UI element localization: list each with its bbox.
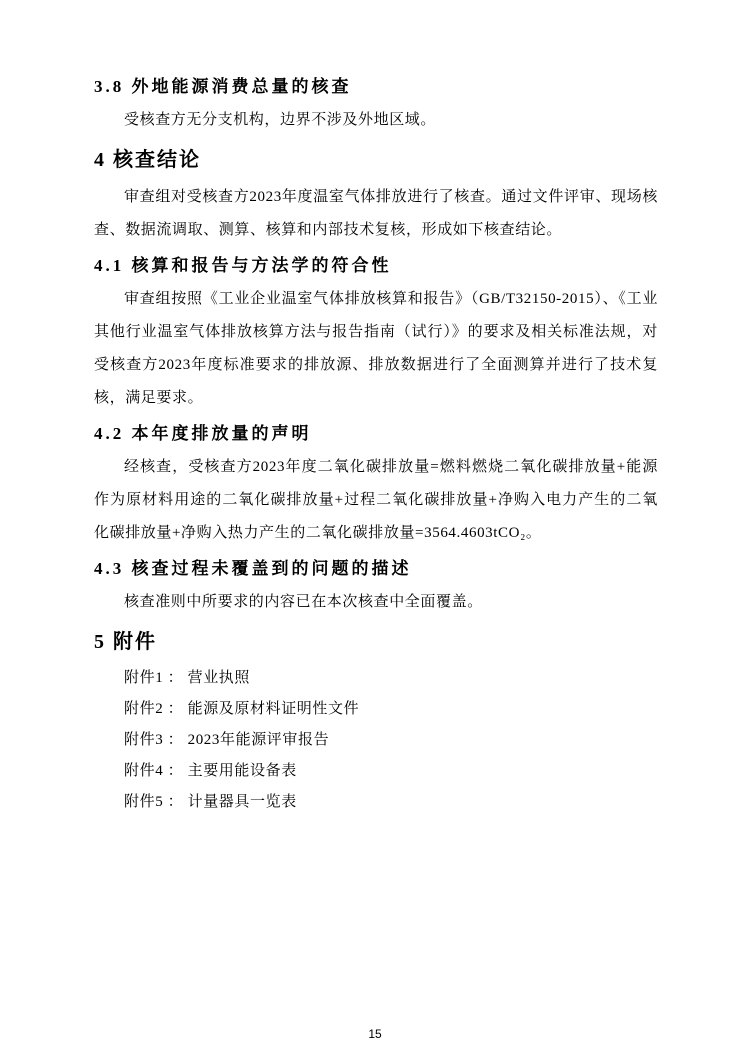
heading-section-4-3: 4.3 核查过程未覆盖到的问题的描述 (94, 559, 412, 578)
paragraph-section-4-1: 审查组按照《工业企业温室气体排放核算和报告》（GB/T32150-2015）、《工业其他行业温室气体排放核算方法与报告指南（试行）》的要求及相关标准法规，对受核查方2023年度标准要求的排放源、排放数据进行了全面测算并进行了技术复核，满足要求。 (94, 291, 658, 406)
heading-section-4-1: 4.1 核算和报告与方法学的符合性 (94, 256, 392, 275)
heading-section-4: 4 核查结论 (94, 149, 201, 171)
heading-section-5: 5 附件 (94, 631, 157, 653)
attachment-item-5: 附件5 ： 计量器具一览表 (124, 794, 297, 810)
paragraph-section-4-2: 经核查，受核查方2023年度二氧化碳排放量=燃料燃烧二氧化碳排放量+能源作为原材料用途的二氧化碳排放量+过程二氧化碳排放量+净购入电力产生的二氧化碳排放量+净购入热力产生的二氧化碳排放量=3564.4603tCO₂。 (94, 459, 658, 541)
paragraph-section-3-8: 受核查方无分支机构，边界不涉及外地区域。 (124, 112, 437, 128)
attachment-item-4: 附件4 ： 主要用能设备表 (124, 763, 297, 779)
heading-section-3-8: 3.8 外地能源消费总量的核查 (94, 77, 352, 96)
attachment-item-2: 附件2 ： 能源及原材料证明性文件 (124, 701, 360, 717)
attachment-list (94, 663, 658, 818)
page-number: 15 (368, 1027, 382, 1041)
heading-section-4-2: 4.2 本年度排放量的声明 (94, 424, 312, 443)
attachment-item-1: 附件1 ： 营业执照 (124, 670, 251, 686)
paragraph-section-4: 审查组对受核查方2023年度温室气体排放进行了核查。通过文件评审、现场核查、数据流调取、测算、核算和内部技术复核，形成如下核查结论。 (94, 189, 658, 238)
attachment-item-3: 附件3 ： 2023年能源评审报告 (124, 732, 330, 748)
document-content (94, 68, 658, 818)
paragraph-section-4-3: 核查准则中所要求的内容已在本次核查中全面覆盖。 (124, 594, 483, 610)
